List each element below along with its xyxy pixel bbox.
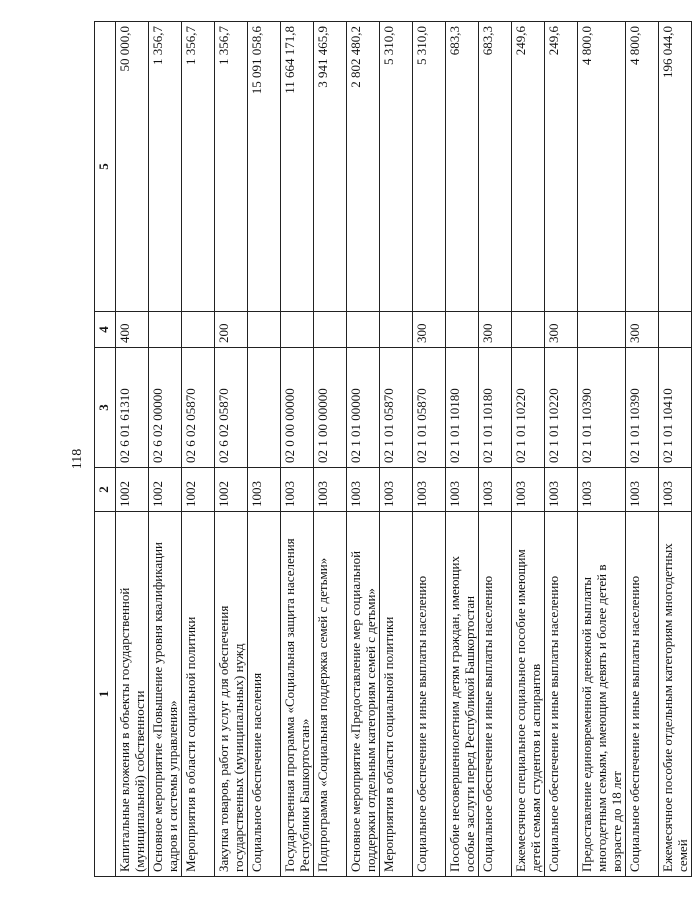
row-target-code: 02 1 01 10180 <box>446 348 479 468</box>
row-name: Социальное обеспечение и иные выплаты населению <box>479 512 512 877</box>
row-amount: 1 356,7 <box>215 22 248 312</box>
table-body <box>116 22 692 877</box>
row-amount: 249,6 <box>545 22 578 312</box>
row-section-code: 1003 <box>659 468 692 512</box>
row-expense-type <box>314 312 347 348</box>
row-name: Закупка товаров, работ и услуг для обеспечения государственных (муниципальных) нужд <box>215 512 248 877</box>
row-section-code: 1003 <box>413 468 446 512</box>
row-amount: 196 044,0 <box>659 22 692 312</box>
row-expense-type <box>659 312 692 348</box>
row-target-code: 02 1 01 10220 <box>545 348 578 468</box>
row-target-code: 02 1 00 00000 <box>314 348 347 468</box>
row-expense-type <box>281 312 314 348</box>
row-section-code: 1003 <box>281 468 314 512</box>
row-expense-type: 300 <box>479 312 512 348</box>
row-target-code: 02 1 01 10220 <box>512 348 545 468</box>
row-section-code: 1003 <box>347 468 380 512</box>
table-row <box>446 22 479 877</box>
table-row <box>413 22 446 877</box>
row-expense-type: 300 <box>545 312 578 348</box>
row-name: Мероприятия в области социальной политики <box>380 512 413 877</box>
row-name: Основное мероприятие «Повышение уровня квалификации кадров и системы управления» <box>149 512 182 877</box>
row-section-code: 1003 <box>512 468 545 512</box>
column-header: 5 <box>95 22 116 312</box>
column-header: 3 <box>95 348 116 468</box>
column-header: 4 <box>95 312 116 348</box>
row-target-code: 02 1 01 10410 <box>659 348 692 468</box>
table-row <box>512 22 545 877</box>
row-target-code: 02 1 01 10180 <box>479 348 512 468</box>
row-expense-type: 200 <box>215 312 248 348</box>
row-amount: 50 000,0 <box>116 22 149 312</box>
row-expense-type <box>248 312 281 348</box>
row-section-code: 1002 <box>149 468 182 512</box>
column-header: 1 <box>95 512 116 877</box>
table-row <box>182 22 215 877</box>
row-section-code: 1002 <box>215 468 248 512</box>
row-target-code: 02 1 01 05870 <box>413 348 446 468</box>
table-row <box>578 22 626 877</box>
row-name: Пособие несовершеннолетним детям граждан, имеющих особые заслуги перед Республикой Башкортостан <box>446 512 479 877</box>
row-target-code: 02 0 00 00000 <box>281 348 314 468</box>
row-expense-type <box>446 312 479 348</box>
row-section-code: 1003 <box>545 468 578 512</box>
table-row <box>116 22 149 877</box>
budget-table <box>94 21 692 877</box>
row-target-code: 02 6 02 05870 <box>182 348 215 468</box>
row-target-code: 02 1 01 10390 <box>626 348 659 468</box>
row-target-code <box>248 348 281 468</box>
row-expense-type <box>512 312 545 348</box>
table-row <box>149 22 182 877</box>
row-amount: 15 091 058,6 <box>248 22 281 312</box>
row-amount: 11 664 171,8 <box>281 22 314 312</box>
row-expense-type: 300 <box>626 312 659 348</box>
row-name: Ежемесячное специальное социальное пособие имеющим детей семьям студентов и аспирантов <box>512 512 545 877</box>
row-expense-type: 300 <box>413 312 446 348</box>
rotated-page <box>94 22 690 877</box>
row-name: Государственная программа «Социальная защита населения Республики Башкортостан» <box>281 512 314 877</box>
row-section-code: 1003 <box>626 468 659 512</box>
row-amount: 3 941 465,9 <box>314 22 347 312</box>
row-name: Ежемесячное пособие отдельным категориям многодетных семей <box>659 512 692 877</box>
row-expense-type <box>182 312 215 348</box>
table-row <box>314 22 347 877</box>
row-name: Основное мероприятие «Предоставление мер социальной поддержки отдельным категориям семей с детьми» <box>347 512 380 877</box>
row-name: Социальное обеспечение и иные выплаты населению <box>545 512 578 877</box>
row-amount: 1 356,7 <box>149 22 182 312</box>
row-section-code: 1003 <box>479 468 512 512</box>
row-amount: 1 356,7 <box>182 22 215 312</box>
table-row <box>215 22 248 877</box>
table-row <box>626 22 659 877</box>
row-target-code: 02 1 01 00000 <box>347 348 380 468</box>
row-target-code: 02 6 02 05870 <box>215 348 248 468</box>
row-amount: 683,3 <box>446 22 479 312</box>
row-amount: 2 802 480,2 <box>347 22 380 312</box>
row-expense-type: 400 <box>116 312 149 348</box>
table-row <box>380 22 413 877</box>
table-row <box>248 22 281 877</box>
table-row <box>479 22 512 877</box>
row-name: Предоставление единовременной денежной выплаты многодетным семьям, имеющим девять и более детей в возрасте до 18 лет <box>578 512 626 877</box>
row-name: Мероприятия в области социальной политики <box>182 512 215 877</box>
row-target-code: 02 6 02 00000 <box>149 348 182 468</box>
row-amount: 4 800,0 <box>626 22 659 312</box>
row-section-code: 1003 <box>314 468 347 512</box>
row-expense-type <box>578 312 626 348</box>
row-expense-type <box>347 312 380 348</box>
row-name: Социальное обеспечение населения <box>248 512 281 877</box>
row-target-code: 02 6 01 61310 <box>116 348 149 468</box>
table-row <box>281 22 314 877</box>
row-expense-type <box>380 312 413 348</box>
row-section-code: 1002 <box>116 468 149 512</box>
row-amount: 683,3 <box>479 22 512 312</box>
row-name: Социальное обеспечение и иные выплаты населению <box>413 512 446 877</box>
table-row <box>545 22 578 877</box>
table-row <box>347 22 380 877</box>
row-target-code: 02 1 01 05870 <box>380 348 413 468</box>
column-header: 2 <box>95 468 116 512</box>
row-amount: 4 800,0 <box>578 22 626 312</box>
row-name: Социальное обеспечение и иные выплаты населению <box>626 512 659 877</box>
row-section-code: 1003 <box>248 468 281 512</box>
page-number: 118 <box>70 448 85 470</box>
row-name: Капитальные вложения в объекты государственной (муниципальной) собственности <box>116 512 149 877</box>
table-header-row <box>95 22 116 877</box>
row-section-code: 1003 <box>446 468 479 512</box>
row-name: Подпрограмма «Социальная поддержка семей с детьми» <box>314 512 347 877</box>
row-target-code: 02 1 01 10390 <box>578 348 626 468</box>
table-row <box>659 22 692 877</box>
row-expense-type <box>149 312 182 348</box>
row-section-code: 1003 <box>578 468 626 512</box>
row-amount: 249,6 <box>512 22 545 312</box>
row-section-code: 1003 <box>380 468 413 512</box>
row-amount: 5 310,0 <box>380 22 413 312</box>
row-amount: 5 310,0 <box>413 22 446 312</box>
row-section-code: 1002 <box>182 468 215 512</box>
